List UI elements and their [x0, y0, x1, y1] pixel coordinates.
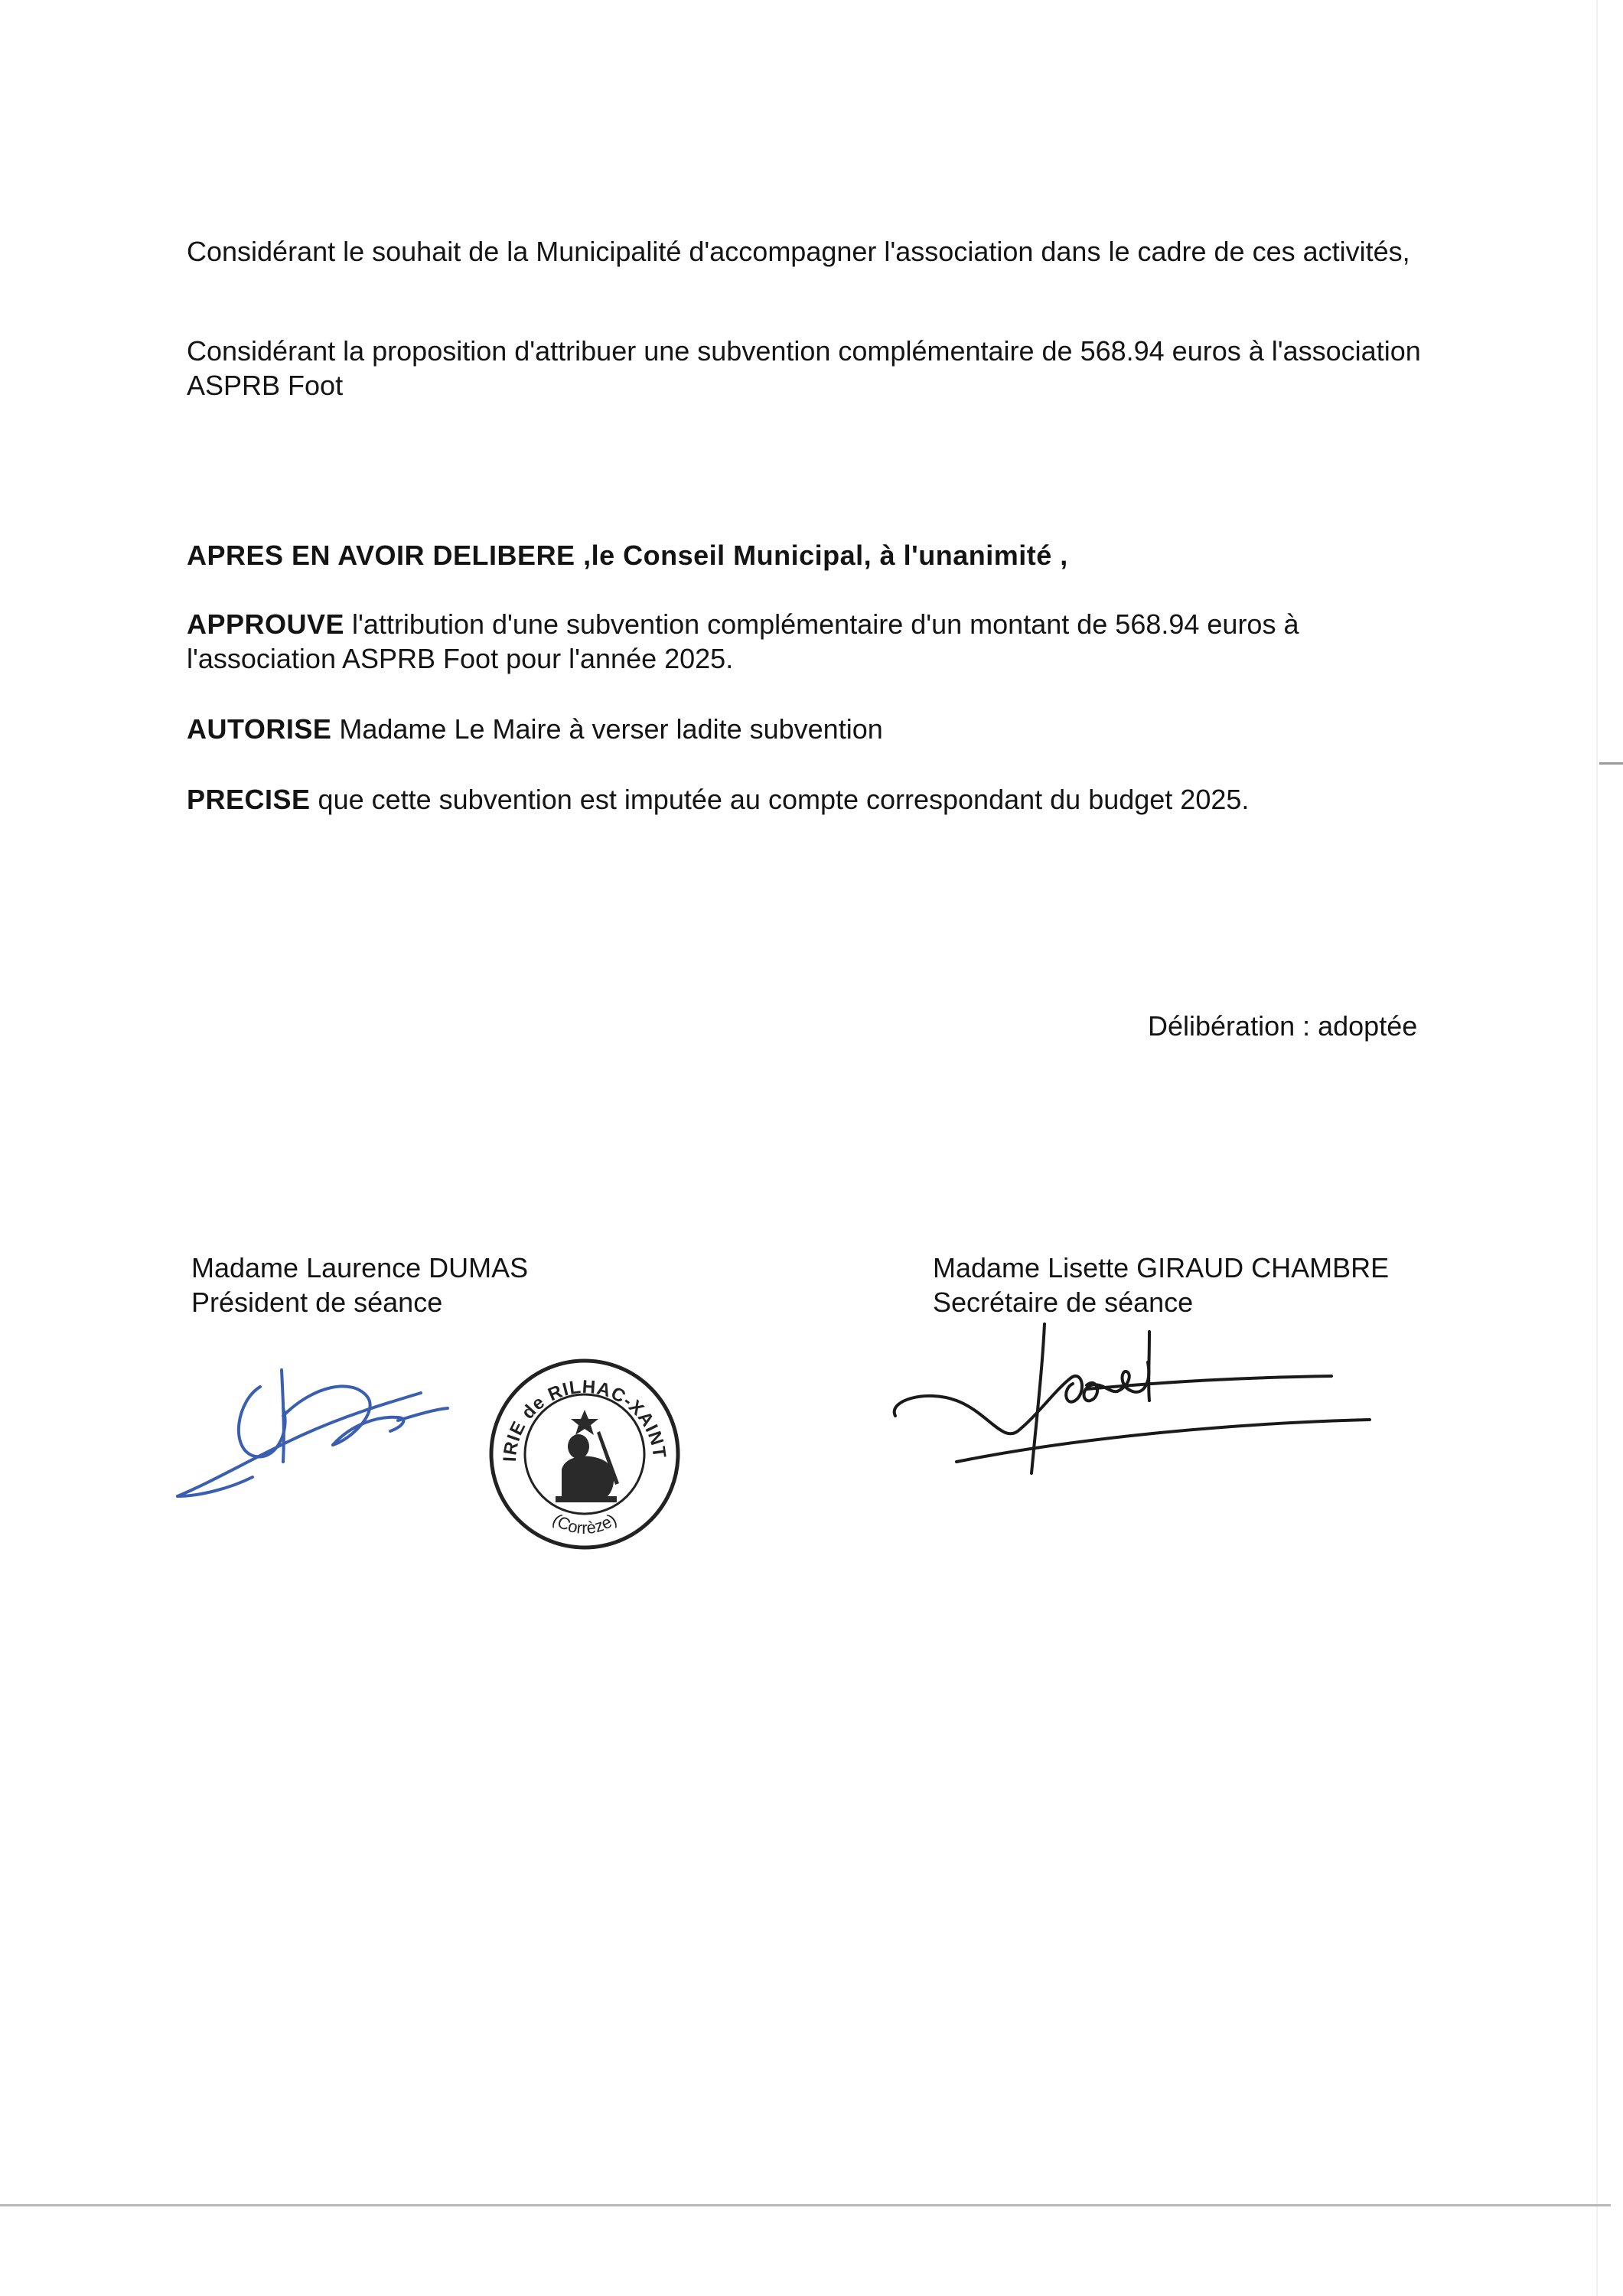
footer-rule	[0, 2204, 1611, 2206]
stamp-text-top: MAIRIE de RILHAC-XAINTRIE	[477, 1339, 670, 1463]
decision-verb: AUTORISE	[187, 713, 332, 745]
scan-edge	[1596, 0, 1598, 2296]
signatory-secretary	[933, 1251, 1389, 1319]
deliberation-result: Délibération : adoptée	[1148, 1010, 1418, 1042]
stamp-text-bottom: (Corrèze)	[549, 1509, 621, 1538]
signatory-role: Président de séance	[191, 1287, 443, 1318]
signatory-name: Madame Laurence DUMAS	[191, 1252, 529, 1283]
signatory-role: Secrétaire de séance	[933, 1287, 1194, 1318]
consideration-1: Considérant le souhait de la Municipalité d'accompagner l'association dans le cadre de ces activités,	[187, 236, 1410, 267]
decision-approuve	[187, 607, 1442, 676]
consideration-2: Considérant la proposition d'attribuer une subvention complémentaire de 568.94 euros à l'association ASPRB Foot	[187, 335, 1421, 401]
signatory-name: Madame Lisette GIRAUD CHAMBRE	[933, 1252, 1390, 1283]
decision-precise	[187, 782, 1442, 817]
decision-verb: PRECISE	[187, 784, 311, 815]
decision-verb: APPROUVE	[187, 608, 345, 640]
decision-autorise	[187, 712, 1442, 746]
municipal-stamp	[477, 1339, 684, 1554]
deliberation-heading: APRES EN AVOIR DELIBERE ,le Conseil Municipal, à l'unanimité ,	[187, 540, 1068, 571]
signatory-president	[191, 1251, 528, 1319]
fold-mark	[1599, 762, 1623, 765]
decision-text: Madame Le Maire à verser ladite subvention	[331, 713, 883, 745]
decision-text: l'attribution d'une subvention complémentaire d'un montant de 568.94 euros à l'association ASPRB Foot pour l'année 2025.	[187, 608, 1299, 674]
decision-text: que cette subvention est imputée au compte correspondant du budget 2025.	[310, 784, 1250, 815]
president-signature	[168, 1332, 490, 1515]
secretary-signature	[880, 1316, 1377, 1485]
